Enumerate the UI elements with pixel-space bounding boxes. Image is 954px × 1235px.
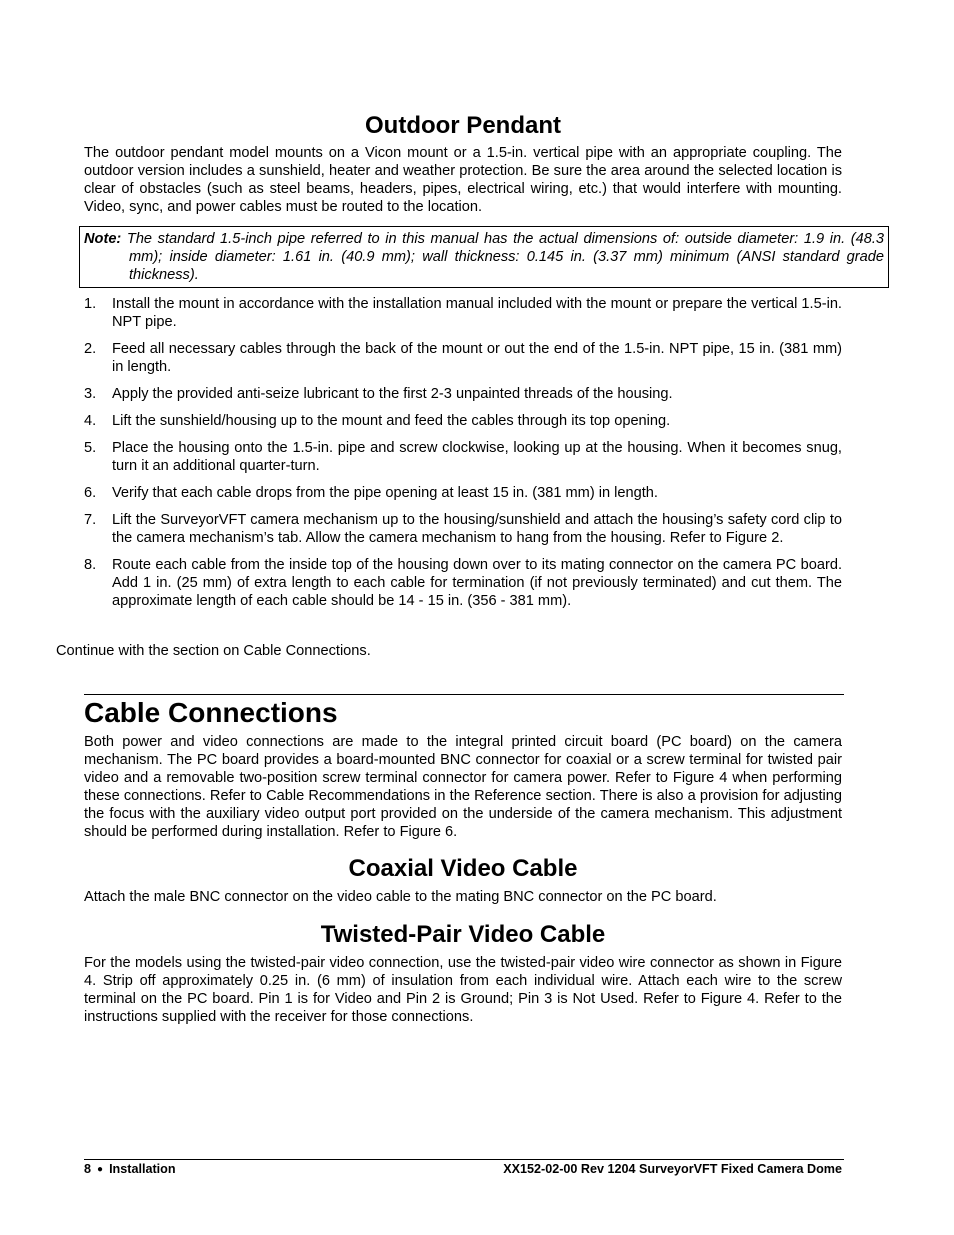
step-text: Verify that each cable drops from the pipe opening at least 15 in. (381 mm) in length. [112,485,658,501]
list-item [84,412,842,430]
bullet-icon: ● [97,1164,104,1175]
heading-cable-connections: Cable Connections [84,697,338,728]
note-text: The standard 1.5-inch pipe referred to in this manual has the actual dimensions of: outside diameter: 1.9 in. (48.3 mm); inside diameter: 1.61 in. (40.9 mm); wall thickness: 0.145 in. (3.37 mm) minimum (ANSI standard grade thickness). [126,231,885,283]
list-item [84,484,842,502]
heading-twisted-pair-video-cable: Twisted-Pair Video Cable [320,921,606,948]
installation-steps [84,295,842,619]
list-item [84,556,842,610]
step-text: Apply the provided anti-seize lubricant to the first 2-3 unpainted threads of the housing. [112,386,673,402]
step-text: Lift the sunshield/housing up to the mount and feed the cables through its top opening. [112,413,671,429]
step-text: Route each cable from the inside top of the housing down over to its mating connector on the camera PC board. Add 1 in. (25 mm) of extra length to each cable for termination (if not previously terminated) and cut them. The approximate length of each cable should be 14 - 15 in. (356 - 381 mm). [112,557,842,609]
step-number: 5. [84,440,97,456]
continue-text: Continue with the section on Cable Connections. [56,643,371,659]
twisted-pair-body: For the models using the twisted-pair video connection, use the twisted-pair video wire connector as shown in Figure 4. Strip off approximately 0.25 in. (6 mm) of insulation from each individual wire. Attach each wire to the screw terminal on the PC board. Pin 1 is for Video and Pin 2 is Ground; Pin 3 is Not Used. Refer to Figure 4. Refer to the instructions supplied with the receiver for those connections. [84,955,842,1025]
footer-left [84,1161,176,1179]
step-text: Install the mount in accordance with the installation manual included with the mount or prepare the vertical 1.5-in. NPT pipe. [112,296,842,330]
footer-rule [84,1159,844,1160]
outdoor-pendant-intro: The outdoor pendant model mounts on a Vicon mount or a 1.5-in. vertical pipe with an appropriate coupling. The outdoor version includes a sunshield, heater and weather protection. Be sure the area around the selected location is clear of obstacles (such as steel beams, headers, pipes, electrical wiring, etc.) that would interfere with mounting. Video, sync, and power cables must be routed to the location. [84,145,842,215]
step-text: Place the housing onto the 1.5-in. pipe and screw clockwise, looking up at the housing. When it becomes snug, turn it an additional quarter-turn. [112,440,842,474]
step-number: 3. [84,386,97,402]
step-text: Lift the SurveyorVFT camera mechanism up to the housing/sunshield and attach the housing’s safety cord clip to the camera mechanism’s tab. Allow the camera mechanism to hang from the housing. Refer to Figure 2. [112,512,842,546]
footer-section: Installation [109,1162,176,1176]
footer-doc-title: XX152-02-00 Rev 1204 SurveyorVFT Fixed Camera Dome [503,1162,842,1176]
list-item [84,439,842,475]
page-number: 8 [84,1162,92,1176]
heading-coaxial-video-cable: Coaxial Video Cable [348,855,578,882]
list-item [84,385,842,403]
step-number: 7. [84,512,97,528]
step-number: 6. [84,485,97,501]
step-number: 2. [84,341,97,357]
heading-outdoor-pendant: Outdoor Pendant [365,112,561,139]
section-divider [84,694,844,695]
step-number: 1. [84,296,97,312]
step-number: 8. [84,557,97,573]
list-item [84,340,842,376]
coaxial-body: Attach the male BNC connector on the video cable to the mating BNC connector on the PC board. [84,889,717,905]
note-box [79,226,889,288]
cable-connections-body: Both power and video connections are made to the integral printed circuit board (PC board) on the camera mechanism. The PC board provides a board-mounted BNC connector for coaxial or a screw terminal for twisted pair video and a removable two-position screw terminal connector for camera power. Refer to Figure 4 when performing these connections. Refer to Cable Recommendations in the Reference section. There is also a provision for adjusting the focus with the auxiliary video output port provided on the underside of the camera mechanism. This adjustment should be performed during installation. Refer to Figure 6. [84,734,842,840]
step-number: 4. [84,413,97,429]
step-text: Feed all necessary cables through the back of the mount or out the end of the 1.5-in. NPT pipe, 15 in. (381 mm) in length. [112,341,842,375]
list-item [84,295,842,331]
list-item [84,511,842,547]
note-label: Note: [84,231,122,247]
